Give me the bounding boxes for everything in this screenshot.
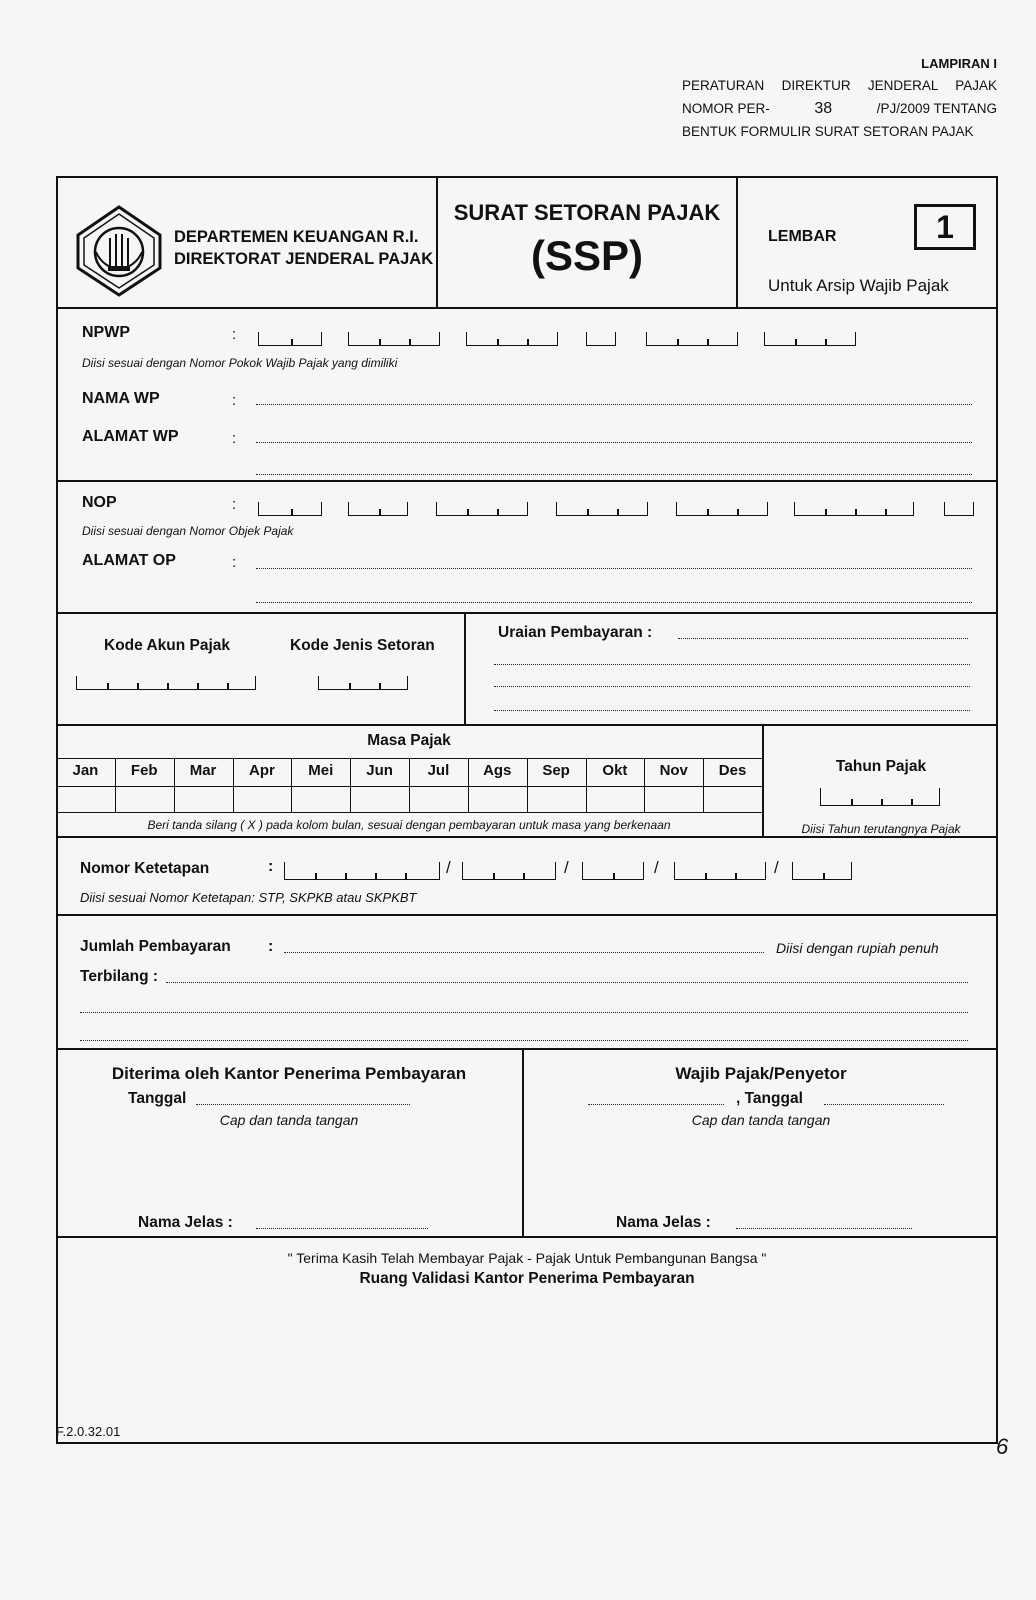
tahun-pajak-note: Diisi Tahun terutangnya Pajak bbox=[801, 822, 961, 836]
uraian-field-3[interactable] bbox=[494, 686, 970, 687]
kode-jenis-label: Kode Jenis Setoran bbox=[290, 637, 435, 654]
kode-akun-label: Kode Akun Pajak bbox=[104, 637, 231, 654]
nomor-ketetapan-note: Diisi sesuai Nomor Ketetapan: STP, SKPKB atau SKPKBT bbox=[80, 890, 417, 905]
month-label-mar: Mar bbox=[189, 762, 217, 779]
masa-note: Beri tanda silang ( X ) pada kolom bulan, sesuai dengan pembayaran untuk masa yang berkenaan bbox=[147, 818, 671, 832]
lampiran-label: LAMPIRAN I bbox=[921, 56, 997, 71]
uraian-field-1[interactable] bbox=[678, 638, 968, 639]
tahun-pajak-label: Tahun Pajak bbox=[835, 758, 927, 775]
penerima-nama-field[interactable] bbox=[256, 1228, 428, 1229]
month-checkbox-okt[interactable] bbox=[586, 786, 645, 812]
month-label-jan: Jan bbox=[72, 762, 99, 779]
penyetor-cap: Cap dan tanda tangan bbox=[691, 1112, 831, 1128]
alamat-wp-field-2[interactable] bbox=[256, 474, 972, 475]
month-label-des: Des bbox=[718, 762, 747, 779]
ministry-emblem-icon bbox=[72, 204, 166, 298]
lembar-label: LEMBAR bbox=[768, 228, 837, 245]
month-label-mei: Mei bbox=[308, 762, 334, 779]
terbilang-field-2[interactable] bbox=[80, 1012, 968, 1013]
month-label-feb: Feb bbox=[130, 762, 158, 779]
header-nomor: NOMOR PER- bbox=[682, 101, 770, 116]
lembar-description: Untuk Arsip Wajib Pajak bbox=[768, 276, 949, 295]
penyetor-nama-label: Nama Jelas : bbox=[616, 1214, 711, 1231]
month-checkbox-feb[interactable] bbox=[115, 786, 174, 812]
jumlah-note: Diisi dengan rupiah penuh bbox=[776, 940, 939, 956]
alamat-op-label: ALAMAT OP bbox=[82, 552, 176, 569]
uraian-field-2[interactable] bbox=[494, 664, 970, 665]
nop-label: NOP bbox=[82, 494, 117, 511]
month-checkbox-jun[interactable] bbox=[350, 786, 409, 812]
month-checkbox-jul[interactable] bbox=[409, 786, 468, 812]
month-checkbox-apr[interactable] bbox=[233, 786, 292, 812]
form-code: F.2.0.32.01 bbox=[56, 1424, 121, 1439]
month-checkbox-des[interactable] bbox=[703, 786, 762, 812]
alamat-wp-label: ALAMAT WP bbox=[82, 428, 179, 445]
npwp-label: NPWP bbox=[82, 324, 130, 341]
kode-jenis-input[interactable] bbox=[318, 676, 408, 690]
lembar-number: 1 bbox=[914, 204, 976, 250]
month-label-jun: Jun bbox=[366, 762, 393, 779]
document-page: LAMPIRAN I PERATURAN DIREKTUR JENDERAL PAJAK NOMOR PER- 38 /PJ/2009 TENTANG BENTUK FORMULIR SURAT SETORAN PAJAK DEPARTEMEN KEUANGAN R.I. DIREKTORAT JENDERAL PAJAK SURAT SETORAN PAJAK (SSP) LEMBAR 1 Untuk Arsip Wajib Pajak NPWP : Diisi sesuai dengan Nomor Pokok Wajib Pajak yang dimiliki NAMA WP : ALAMAT WP : NOP : Diisi sesuai dengan Nomor Objek Pajak ALAMAT OP : Kode Akun Pajak Kode Jenis Setoran Uraian Pembayaran : Masa Pajak Jan Feb Mar Apr Mei Jun Jul Ags Sep Okt Nov Des Beri tanda silang ( X ) pada kolom bulan, sesuai dengan pembayaran untuk masa yang berkenaan Tahun Pajak Diisi Tahun terutangnya Pajak Nomor Ketetapan : / / / / Diisi sesuai Nomor Ketetapan: STP, SKPKB atau SKPKBT Jumlah Pembayaran : Diisi dengan rupiah penuh Terbilang : Diterima oleh Kantor Penerima Pembayaran Tanggal Cap dan tanda tangan Nama Jelas : Wajib Pajak/Penyetor , Tanggal Cap dan tanda tangan Nama Jelas : " Terima Kasih Telah Membayar Pajak - Pajak Untuk Pembangunan Bangsa " Ruang Validasi Kantor Penerima Pembayaran F.2.0.32.01 6 bbox=[0, 0, 1036, 1600]
header-line-2 bbox=[682, 97, 997, 120]
month-label-jul: Jul bbox=[427, 762, 450, 779]
nama-wp-field[interactable] bbox=[256, 404, 972, 405]
terbilang-field-3[interactable] bbox=[80, 1040, 968, 1041]
tahun-pajak-input[interactable] bbox=[820, 788, 940, 806]
month-checkbox-ags[interactable] bbox=[468, 786, 527, 812]
nomor-ketetapan-label: Nomor Ketetapan bbox=[80, 860, 210, 877]
nop-note: Diisi sesuai dengan Nomor Objek Pajak bbox=[82, 524, 294, 538]
penyetor-title: Wajib Pajak/Penyetor bbox=[675, 1064, 847, 1083]
penerima-title: Diterima oleh Kantor Penerima Pembayaran bbox=[111, 1064, 467, 1083]
month-label-sep: Sep bbox=[542, 762, 570, 779]
header-line-3: BENTUK FORMULIR SURAT SETORAN PAJAK bbox=[682, 124, 974, 139]
alamat-op-field-2[interactable] bbox=[256, 602, 972, 603]
penyetor-tanggal-label: , Tanggal bbox=[736, 1090, 803, 1107]
masa-pajak-label: Masa Pajak bbox=[367, 732, 451, 749]
header-tentang: /PJ/2009 TENTANG bbox=[876, 101, 997, 116]
kode-akun-input[interactable] bbox=[76, 676, 256, 690]
penyetor-tempat-field[interactable] bbox=[588, 1104, 724, 1105]
month-label-nov: Nov bbox=[659, 762, 688, 779]
alamat-op-field-1[interactable] bbox=[256, 568, 972, 569]
slogan-text: " Terima Kasih Telah Membayar Pajak - Pajak Untuk Pembangunan Bangsa " bbox=[287, 1250, 767, 1266]
org-name-1: DEPARTEMEN KEUANGAN R.I. bbox=[174, 228, 419, 246]
uraian-field-4[interactable] bbox=[494, 710, 970, 711]
uraian-label: Uraian Pembayaran : bbox=[498, 624, 653, 641]
terbilang-field-1[interactable] bbox=[166, 982, 968, 983]
penerima-tanggal-field[interactable] bbox=[196, 1104, 410, 1105]
month-label-apr: Apr bbox=[248, 762, 275, 779]
penyetor-nama-field[interactable] bbox=[736, 1228, 912, 1229]
validasi-label: Ruang Validasi Kantor Penerima Pembayaran bbox=[359, 1270, 695, 1287]
month-label-ags: Ags bbox=[483, 762, 512, 779]
penerima-nama-label: Nama Jelas : bbox=[138, 1214, 233, 1231]
form-title: SURAT SETORAN PAJAK bbox=[453, 200, 721, 225]
month-checkbox-sep[interactable] bbox=[527, 786, 586, 812]
org-name-2: DIREKTORAT JENDERAL PAJAK bbox=[174, 250, 434, 268]
month-checkbox-mei[interactable] bbox=[291, 786, 350, 812]
month-checkbox-jan[interactable] bbox=[56, 786, 115, 812]
header-nomor-number: 38 bbox=[814, 100, 833, 117]
header-line-1: PERATURAN DIREKTUR JENDERAL PAJAK bbox=[682, 78, 997, 93]
penerima-cap: Cap dan tanda tangan bbox=[219, 1112, 359, 1128]
jumlah-pembayaran-field[interactable] bbox=[284, 952, 764, 953]
alamat-wp-field-1[interactable] bbox=[256, 442, 972, 443]
npwp-note: Diisi sesuai dengan Nomor Pokok Wajib Pajak yang dimiliki bbox=[82, 356, 398, 370]
month-checkbox-mar[interactable] bbox=[174, 786, 233, 812]
nama-wp-label: NAMA WP bbox=[82, 390, 160, 407]
month-label-okt: Okt bbox=[602, 762, 628, 779]
penerima-tanggal-label: Tanggal bbox=[128, 1090, 187, 1107]
page-mark: 6 bbox=[996, 1434, 1009, 1459]
penyetor-tanggal-field[interactable] bbox=[824, 1104, 944, 1105]
jumlah-pembayaran-label: Jumlah Pembayaran bbox=[80, 938, 231, 955]
terbilang-label: Terbilang : bbox=[80, 968, 159, 985]
form-abbreviation: (SSP) bbox=[530, 232, 643, 279]
month-checkbox-nov[interactable] bbox=[644, 786, 703, 812]
